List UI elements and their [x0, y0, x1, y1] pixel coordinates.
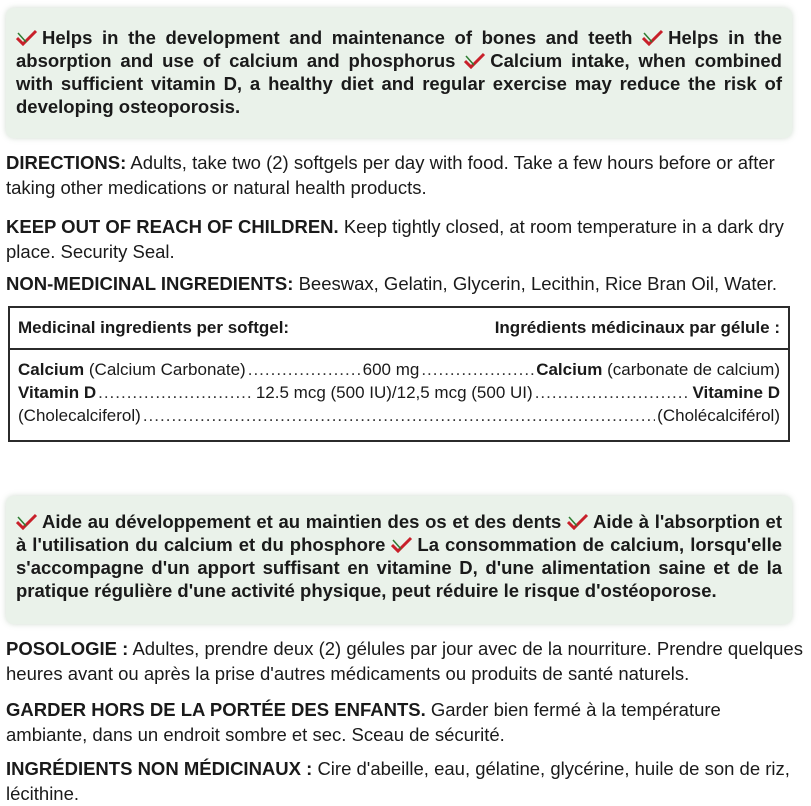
ingredient-row-source	[18, 406, 780, 428]
ingredient-name-en: Vitamin D	[18, 383, 97, 402]
directions-text-fr: Adultes, prendre deux (2) gélules par jour avec de la nourriture. Prendre quelques heures avant ou après la prise d'autres médicaments ou produits de santé naturels.	[6, 638, 803, 684]
claim-en-1: Helps in the development and maintenance of bones and teeth	[42, 27, 633, 48]
dot-leader	[98, 383, 254, 403]
ingredient-name-en: Calcium	[18, 360, 85, 379]
checkmark-icon	[642, 29, 664, 46]
ingredient-row-calcium	[18, 360, 780, 382]
checkmark-icon	[16, 29, 38, 46]
claim-en-3: Calcium intake, when combined with sufficient vitamin D, a healthy diet and regular exercise may reduce the risk of developing osteoporosis.	[16, 50, 782, 117]
directions-text-en: Adults, take two (2) softgels per day with food. Take a few hours before or after taking other medications or natural health products.	[6, 152, 775, 198]
nonmed-label-fr: INGRÉDIENTS NON MÉDICINAUX :	[6, 758, 313, 779]
claim-fr-1: Aide au développement et au maintien des os et des dents	[42, 511, 562, 532]
checkmark-icon	[567, 513, 589, 530]
warning-text-en: Keep tightly closed, at room temperature in a dark dry place. Security Seal.	[6, 216, 784, 262]
french-claims-box	[6, 496, 792, 624]
ingredient-name-fr: Calcium	[536, 360, 603, 379]
header-en: Medicinal ingredients per softgel:	[18, 318, 290, 337]
dot-leader	[535, 383, 691, 403]
ingredient-amount: 12.5 mcg (500 IU)/12,5 mcg (500 UI)	[255, 383, 533, 402]
warning-text-fr: Garder bien fermé à la température ambiante, dans un endroit sombre et sec. Sceau de sécurité.	[6, 699, 721, 745]
ingredient-amount: 600 mg	[362, 360, 420, 379]
nonmed-label-en: NON-MEDICINAL INGREDIENTS:	[6, 273, 294, 294]
nonmed-text-en: Beeswax, Gelatin, Glycerin, Lecithin, Rice Bran Oil, Water.	[298, 273, 778, 294]
directions-label-fr: POSOLOGIE :	[6, 638, 129, 659]
ingredient-source-en: (Cholecalciferol)	[18, 406, 141, 425]
dot-leader	[421, 360, 534, 380]
warning-label-fr: GARDER HORS DE LA PORTÉE DES ENFANTS.	[6, 699, 426, 720]
english-claims-box	[6, 8, 792, 138]
warning-fr	[6, 697, 804, 747]
nonmed-text-fr: Cire d'abeille, eau, gélatine, glycérine, huile de son de riz, lécithine.	[6, 758, 790, 804]
warning-label-en: KEEP OUT OF REACH OF CHILDREN.	[6, 216, 339, 237]
nonmedicinal-fr	[6, 756, 804, 806]
checkmark-icon	[391, 536, 413, 553]
directions-fr	[6, 636, 804, 686]
claim-fr-2: Aide à l'absorption et à l'utilisation du calcium et du phosphore	[16, 511, 782, 555]
ingredient-row-vitamin-d	[18, 383, 780, 405]
directions-label-en: DIRECTIONS:	[6, 152, 127, 173]
ingredient-name-fr: Vitamine D	[692, 383, 780, 402]
medicinal-ingredients-table	[8, 306, 790, 442]
claim-en-2: Helps in the absorption and use of calcium and phosphorus	[16, 27, 783, 71]
nonmedicinal-en	[6, 271, 804, 296]
dot-leader	[143, 406, 655, 426]
warning-en	[6, 214, 804, 264]
ingredient-source-fr: (Cholécalciférol)	[657, 406, 780, 425]
table-header	[10, 308, 788, 350]
ingredient-source-fr: (carbonate de calcium)	[607, 360, 780, 379]
directions-en	[6, 150, 804, 200]
checkmark-icon	[464, 52, 486, 69]
ingredient-source-en: (Calcium Carbonate)	[88, 360, 246, 379]
header-fr: Ingrédients médicinaux par gélule :	[494, 318, 780, 337]
dot-leader	[248, 360, 361, 380]
checkmark-icon	[16, 513, 38, 530]
claim-fr-3: La consommation de calcium, lorsqu'elle s'accompagne d'un apport suffisant en vitamine D, d'une alimentation saine et de la pratique régulière d'une activité physique, peut réduire le risque d'ostéoporose.	[16, 534, 782, 601]
